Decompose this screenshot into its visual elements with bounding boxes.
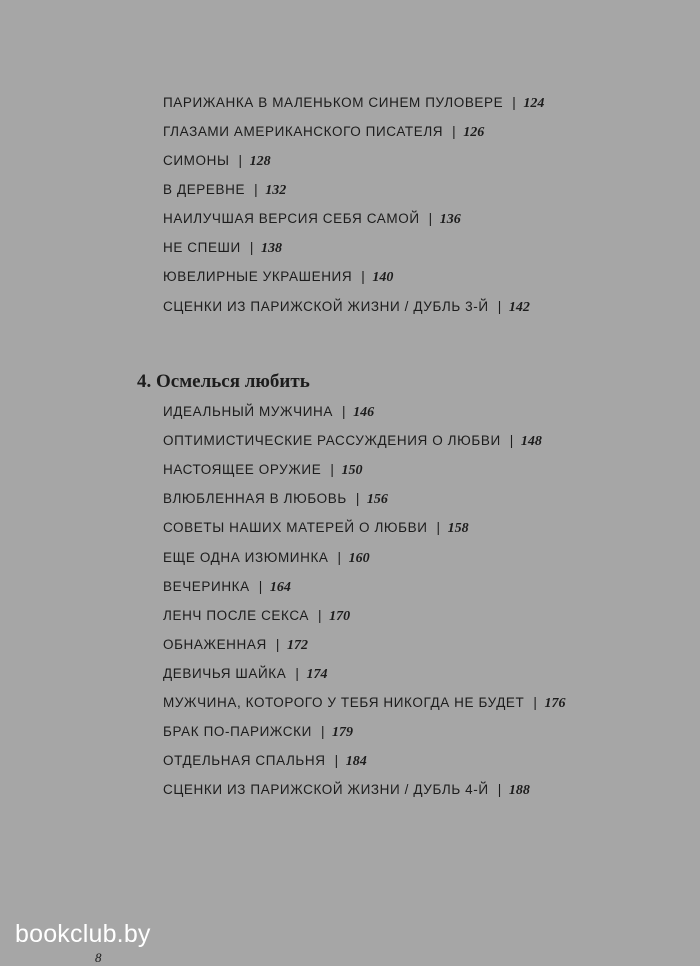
- toc-separator: |: [533, 695, 538, 710]
- toc-entry[interactable]: [163, 208, 461, 230]
- toc-entry-title: НЕ СПЕШИ: [163, 240, 241, 255]
- toc-entry-page: 132: [265, 183, 287, 198]
- toc-separator: |: [275, 637, 280, 652]
- toc-entry-page: 148: [520, 434, 542, 449]
- site-watermark: bookclub.by: [15, 920, 151, 948]
- toc-entry[interactable]: [163, 237, 282, 259]
- toc-entry-title: ЛЕНЧ ПОСЛЕ СЕКСА: [163, 608, 310, 623]
- toc-entry-title: ВЛЮБЛЕННАЯ В ЛЮБОВЬ: [163, 491, 347, 506]
- toc-separator: |: [341, 404, 347, 419]
- toc-entry-title: НАИЛУЧШАЯ ВЕРСИЯ СЕБЯ САМОЙ: [163, 211, 420, 226]
- toc-entry[interactable]: [163, 634, 308, 656]
- toc-entry-page: 179: [332, 725, 354, 740]
- toc-separator: |: [249, 240, 254, 255]
- toc-entry-page: 150: [341, 463, 363, 478]
- toc-entry-title: ЕЩЕ ОДНА ИЗЮМИНКА: [163, 550, 329, 565]
- toc-separator: |: [258, 579, 263, 594]
- toc-separator: |: [436, 520, 441, 535]
- toc-entry[interactable]: [163, 266, 393, 288]
- toc-entry-title: БРАК ПО-ПАРИЖСКИ: [163, 724, 312, 739]
- toc-entry-page: 146: [353, 405, 375, 420]
- toc-entry[interactable]: [163, 92, 544, 114]
- toc-entry-page: 160: [348, 551, 370, 566]
- toc-entry-page: 164: [269, 580, 291, 595]
- toc-separator: |: [295, 666, 300, 681]
- toc-entry-page: 174: [306, 667, 328, 682]
- page-number: 8: [95, 950, 102, 965]
- toc-separator: |: [337, 550, 342, 565]
- toc-entry-page: 128: [249, 154, 271, 169]
- toc-separator: |: [238, 153, 243, 168]
- toc-separator: |: [330, 462, 335, 477]
- toc-entry-title: СИМОНЫ: [163, 153, 230, 168]
- toc-entry[interactable]: [163, 121, 484, 143]
- toc-entry[interactable]: [163, 296, 530, 318]
- toc-separator: |: [361, 269, 366, 284]
- toc-entry-page: 136: [439, 212, 461, 227]
- chapter-heading: 4. Осмелься любить: [137, 371, 310, 392]
- toc-entry[interactable]: [163, 721, 353, 743]
- toc-entry[interactable]: [163, 517, 469, 539]
- toc-entry[interactable]: [163, 401, 374, 423]
- toc-entry[interactable]: [163, 779, 530, 801]
- toc-entry-title: СЦЕНКИ ИЗ ПАРИЖСКОЙ ЖИЗНИ / ДУБЛЬ 4-Й: [163, 782, 489, 797]
- toc-entry[interactable]: [163, 605, 350, 627]
- toc-entry-title: СОВЕТЫ НАШИХ МАТЕРЕЙ О ЛЮБВИ: [163, 520, 428, 535]
- toc-entry-title: ПАРИЖАНКА В МАЛЕНЬКОМ СИНЕМ ПУЛОВЕРЕ: [163, 95, 504, 110]
- toc-entry[interactable]: [163, 179, 286, 201]
- toc-entry[interactable]: [163, 576, 291, 598]
- toc-entry-title: ЮВЕЛИРНЫЕ УКРАШЕНИЯ: [163, 269, 353, 284]
- toc-entry-page: 172: [286, 638, 308, 653]
- toc-separator: |: [512, 95, 517, 110]
- toc-entry-title: НАСТОЯЩЕЕ ОРУЖИЕ: [163, 462, 322, 477]
- toc-entry-page: 126: [463, 125, 485, 140]
- toc-entry-title: ДЕВИЧЬЯ ШАЙКА: [163, 666, 287, 681]
- toc-separator: |: [320, 724, 326, 739]
- toc-separator: |: [355, 491, 360, 506]
- toc-entry-title: СЦЕНКИ ИЗ ПАРИЖСКОЙ ЖИЗНИ / ДУБЛЬ 3-Й: [163, 299, 489, 314]
- toc-entry[interactable]: [163, 488, 388, 510]
- toc-entry-page: 124: [523, 96, 545, 111]
- toc-separator: |: [334, 753, 339, 768]
- toc-entry-page: 142: [508, 300, 530, 315]
- toc-entry-title: МУЖЧИНА, КОТОРОГО У ТЕБЯ НИКОГДА НЕ БУДЕТ: [163, 695, 525, 710]
- toc-entry-title: ОПТИМИСТИЧЕСКИЕ РАССУЖДЕНИЯ О ЛЮБВИ: [163, 433, 501, 448]
- toc-entry[interactable]: [163, 459, 362, 481]
- toc-separator: |: [497, 782, 502, 797]
- toc-entry[interactable]: [163, 663, 327, 685]
- toc-entry-page: 138: [260, 241, 282, 256]
- toc-entry-title: ОТДЕЛЬНАЯ СПАЛЬНЯ: [163, 753, 326, 768]
- toc-separator: |: [254, 182, 259, 197]
- toc-separator: |: [318, 608, 323, 623]
- toc-entry[interactable]: [163, 547, 370, 569]
- toc-separator: |: [452, 124, 457, 139]
- toc-entry[interactable]: [163, 692, 566, 714]
- toc-entry-title: ВЕЧЕРИНКА: [163, 579, 250, 594]
- toc-separator: |: [428, 211, 433, 226]
- toc-entry-page: 176: [544, 696, 566, 711]
- toc-entry-page: 140: [372, 270, 394, 285]
- toc-entry-page: 184: [345, 754, 367, 769]
- toc-entry[interactable]: [163, 150, 271, 172]
- toc-entry-title: В ДЕРЕВНЕ: [163, 182, 246, 197]
- toc-entry-title: ОБНАЖЕННАЯ: [163, 637, 267, 652]
- toc-entry-page: 188: [508, 783, 530, 798]
- toc-entry-page: 158: [447, 521, 469, 536]
- toc-entry[interactable]: [163, 750, 367, 772]
- toc-separator: |: [509, 433, 514, 448]
- toc-entry-title: ГЛАЗАМИ АМЕРИКАНСКОГО ПИСАТЕЛЯ: [163, 124, 444, 139]
- toc-entry-title: ИДЕАЛЬНЫЙ МУЖЧИНА: [163, 404, 333, 419]
- toc-entry-page: 156: [366, 492, 388, 507]
- toc-entry[interactable]: [163, 430, 542, 452]
- toc-entry-page: 170: [329, 609, 351, 624]
- toc-separator: |: [497, 299, 502, 314]
